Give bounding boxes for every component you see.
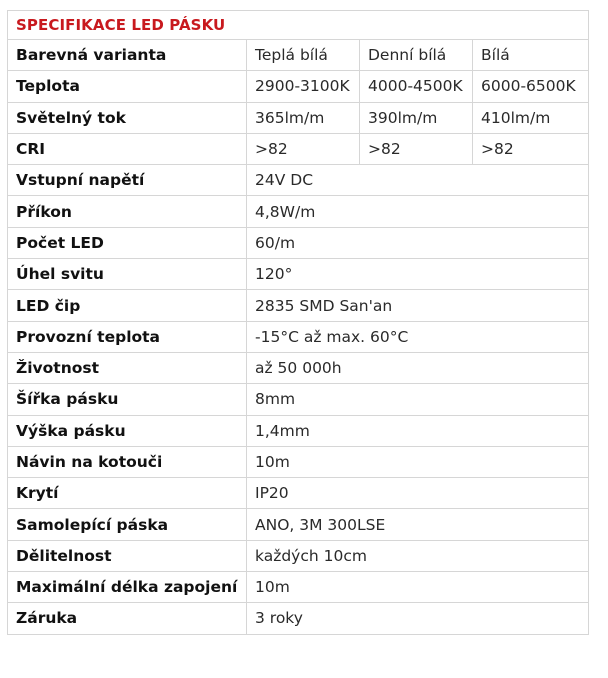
row-label: Životnost (8, 352, 247, 383)
row-value: 1,4mm (247, 415, 589, 446)
row-value: Denní bílá (360, 40, 473, 71)
table-row (8, 509, 589, 540)
row-label: Teplota (8, 71, 247, 102)
row-label: Vstupní napětí (8, 165, 247, 196)
title-row (8, 11, 589, 40)
row-label: Úhel svitu (8, 259, 247, 290)
table-row (8, 71, 589, 102)
row-value: Teplá bílá (247, 40, 360, 71)
row-label: Šířka pásku (8, 384, 247, 415)
row-label: CRI (8, 133, 247, 164)
row-value: >82 (247, 133, 360, 164)
table-row (8, 446, 589, 477)
row-label: Provozní teplota (8, 321, 247, 352)
table-row (8, 227, 589, 258)
row-label: Návin na kotouči (8, 446, 247, 477)
row-value: IP20 (247, 478, 589, 509)
row-value: 6000-6500K (473, 71, 589, 102)
table-row (8, 165, 589, 196)
row-value: 365lm/m (247, 102, 360, 133)
row-value: Bílá (473, 40, 589, 71)
row-value: 2900-3100K (247, 71, 360, 102)
row-value: 8mm (247, 384, 589, 415)
row-label: Dělitelnost (8, 540, 247, 571)
table-row (8, 196, 589, 227)
row-value: každých 10cm (247, 540, 589, 571)
table-row (8, 384, 589, 415)
row-label: LED čip (8, 290, 247, 321)
row-label: Maximální délka zapojení (8, 572, 247, 603)
row-value: -15°C až max. 60°C (247, 321, 589, 352)
table-row (8, 290, 589, 321)
table-row (8, 352, 589, 383)
row-label: Počet LED (8, 227, 247, 258)
spec-table (7, 10, 589, 635)
row-label: Barevná varianta (8, 40, 247, 71)
row-value: >82 (360, 133, 473, 164)
row-value: 4000-4500K (360, 71, 473, 102)
row-value: 120° (247, 259, 589, 290)
table-row (8, 321, 589, 352)
row-value: 60/m (247, 227, 589, 258)
table-row (8, 102, 589, 133)
table-row (8, 603, 589, 634)
row-value: 410lm/m (473, 102, 589, 133)
row-label: Krytí (8, 478, 247, 509)
row-value: až 50 000h (247, 352, 589, 383)
row-value: 2835 SMD San'an (247, 290, 589, 321)
table-row (8, 572, 589, 603)
row-label: Samolepící páska (8, 509, 247, 540)
row-label: Světelný tok (8, 102, 247, 133)
row-label: Výška pásku (8, 415, 247, 446)
row-value: 4,8W/m (247, 196, 589, 227)
table-row (8, 540, 589, 571)
table-row (8, 40, 589, 71)
table-row (8, 478, 589, 509)
row-value: 24V DC (247, 165, 589, 196)
row-value: 3 roky (247, 603, 589, 634)
row-value: 10m (247, 572, 589, 603)
table-row (8, 133, 589, 164)
row-label: Příkon (8, 196, 247, 227)
table-row (8, 259, 589, 290)
row-value: 10m (247, 446, 589, 477)
row-label: Záruka (8, 603, 247, 634)
table-row (8, 415, 589, 446)
row-value: >82 (473, 133, 589, 164)
row-value: ANO, 3M 300LSE (247, 509, 589, 540)
table-title: SPECIFIKACE LED PÁSKU (8, 11, 589, 40)
row-value: 390lm/m (360, 102, 473, 133)
